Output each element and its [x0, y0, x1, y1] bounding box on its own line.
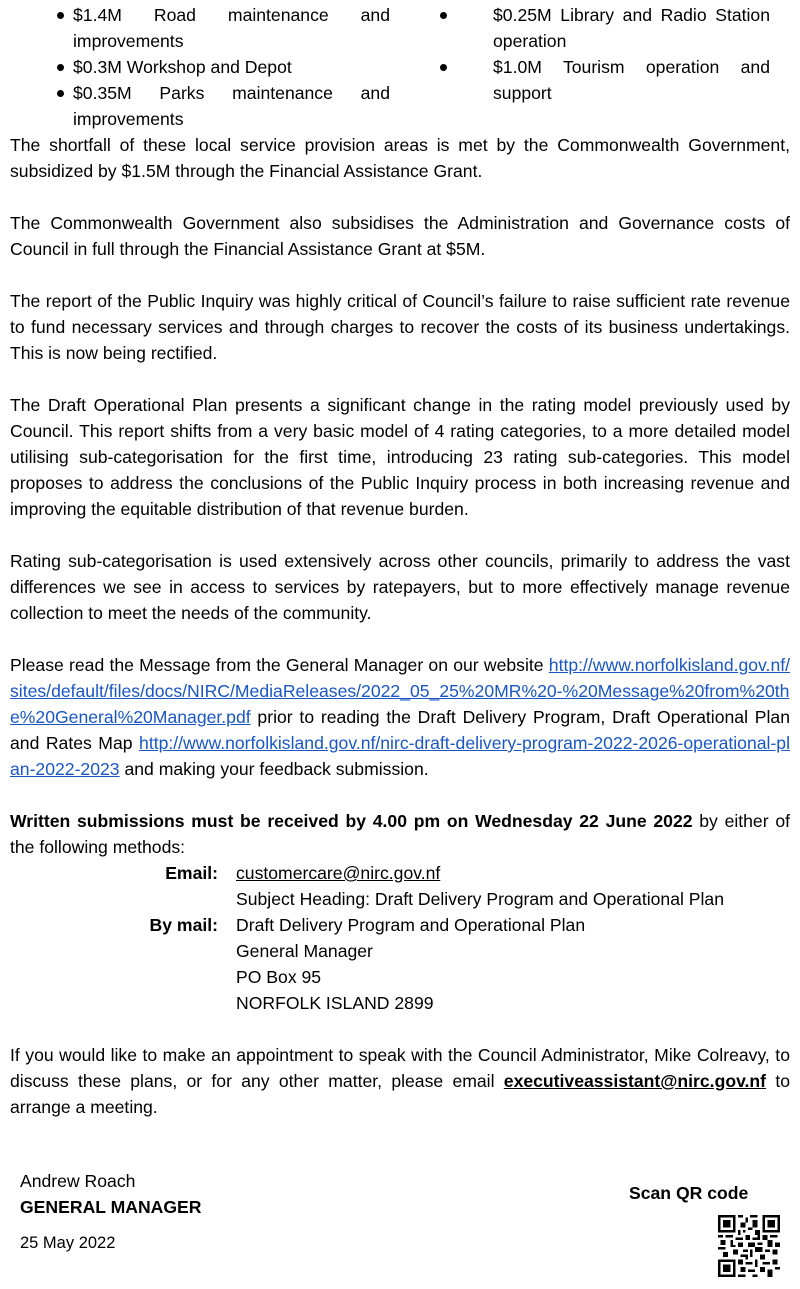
read-end: and making your feedback submission. [119, 759, 429, 779]
paragraph-operational-plan: The Draft Operational Plan presents a significant change in the rating model previously used by Council. This report shifts from a very basic model of 4 rating categories, to a more detailed model utilising sub-categorisation for the first time, introducing 23 rating sub-categories. This model proposes to address the conclusions of the Public Inquiry process in both increasing revenue and improving the equitable distribution of that revenue burden. [10, 395, 790, 519]
paragraph-read-message [10, 652, 790, 782]
contact-methods [10, 860, 790, 1016]
appointment-end: to arrange a meeting. [10, 1071, 791, 1117]
bullet-item: $1.0M Tourism operation and support [440, 54, 770, 106]
paragraph-administration: The Commonwealth Government also subsidises the Administration and Governance costs of Council in full through the Financial Assistance Grant at $5M. [10, 213, 790, 259]
paragraph-appointment [10, 1042, 790, 1120]
bullet-item: $0.35M Parks maintenance and improvements [10, 80, 390, 132]
signature-date: 25 May 2022 [20, 1234, 116, 1252]
read-middle: prior to reading the Draft Delivery Program, Draft Operational Plan and Rates Map [10, 707, 790, 753]
bullet-item: $1.4M Road maintenance and improvements [10, 2, 390, 54]
draft-delivery-program-link[interactable]: http://www.norfolkisland.gov.nf/nirc-draft-delivery-program-2022-2026-operational-plan-2022-2023 [10, 733, 790, 779]
bullet-column-left [10, 2, 390, 132]
bullet-item: $0.25M Library and Radio Station operation [440, 2, 770, 54]
paragraph-submissions [10, 808, 790, 860]
mail-address-line: NORFOLK ISLAND 2899 [236, 993, 434, 1013]
bullet-column-right [440, 2, 770, 132]
mail-address-line: General Manager [236, 941, 373, 961]
appointment-text: If you would like to make an appointment to speak with the Council Administrator, Mike Colreavy, to discuss these plans, or for any other matter, please email [10, 1045, 790, 1091]
budget-bullet-list [10, 2, 790, 132]
bullet-item: $0.3M Workshop and Depot [10, 54, 390, 80]
read-intro: Please read the Message from the General Manager on our website [10, 655, 549, 675]
executive-assistant-email-link[interactable]: executiveassistant@nirc.gov.nf [503, 1071, 767, 1091]
general-manager-message-link[interactable]: http://www.norfolkisland.gov.nf/sites/default/files/docs/NIRC/MediaReleases/2022_05_25%20MR%20-%20Message%20from%20the%20General%20Manager.pdf [10, 655, 790, 727]
paragraph-sub-categorisation: Rating sub-categorisation is used extensively across other councils, primarily to address the vast differences we see in access to services by ratepayers, but to more effectively manage revenue collection to meet the needs of the community. [10, 551, 790, 623]
customercare-email-link[interactable]: customercare@nirc.gov.nf [236, 863, 441, 883]
signature-block [20, 1168, 202, 1256]
submission-deadline: Written submissions must be received by 4.00 pm on Wednesday 22 June 2022 [10, 811, 693, 831]
mail-address-line: Draft Delivery Program and Operational Plan [236, 915, 586, 935]
qr-code-icon[interactable] [718, 1215, 780, 1277]
submission-methods-text: by either of the following methods: [10, 811, 790, 857]
mail-label: By mail: [149, 915, 218, 935]
signatory-name: Andrew Roach [20, 1171, 136, 1191]
signatory-role: GENERAL MANAGER [20, 1197, 202, 1217]
qr-code-label: Scan QR code [629, 1183, 749, 1203]
paragraph-shortfall: The shortfall of these local service provision areas is met by the Commonwealth Government, subsidized by $1.5M through the Financial Assistance Grant. [10, 135, 790, 181]
document-page [10, 0, 790, 1146]
mail-address-line: PO Box 95 [236, 967, 322, 987]
email-label: Email: [165, 863, 218, 883]
email-subject-heading: Subject Heading: Draft Delivery Program and Operational Plan [236, 889, 724, 909]
paragraph-public-inquiry: The report of the Public Inquiry was highly critical of Council’s failure to raise sufficient rate revenue to fund necessary services and through charges to recover the costs of its business undertakings. This is now being rectified. [10, 291, 790, 363]
